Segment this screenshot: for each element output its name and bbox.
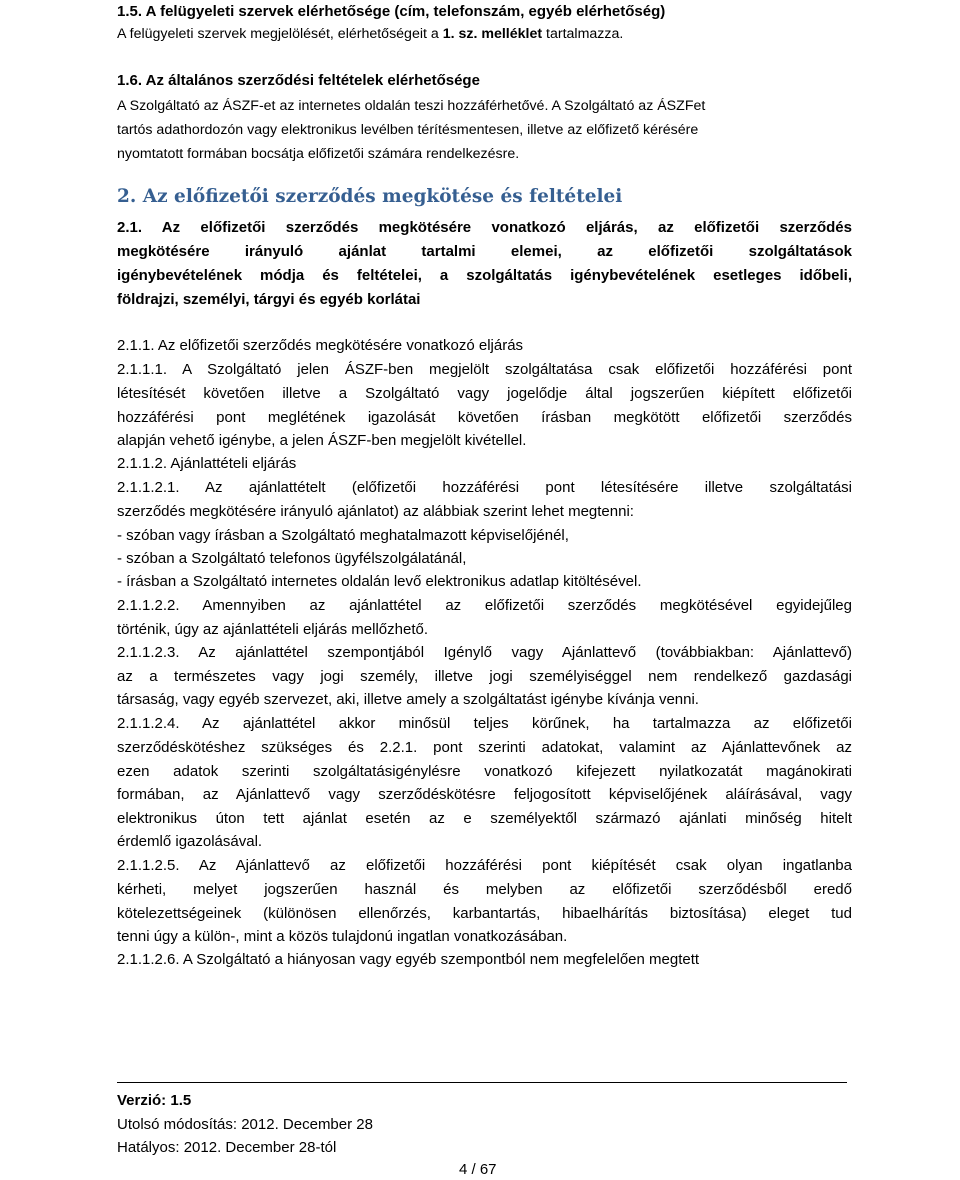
- text-run: tartalmazza.: [542, 26, 624, 42]
- body-line: 2.1.1.2.3. Az ajánlattétel szempontjából Igénylő vagy Ajánlattevő (továbbiakban: Ajánlattevő): [117, 644, 852, 661]
- body-line: 2.1.1.2.5. Az Ajánlattevő az előfizetői hozzáférési pont kiépítését csak olyan ingatlanba: [117, 857, 852, 874]
- section-1-5-heading: 1.5. A felügyeleti szervek elérhetősége (cím, telefonszám, egyéb elérhetőség): [117, 3, 666, 20]
- section-1-6-line: tartós adathordozón vagy elektronikus levélben térítésmentesen, illetve az előfizető kérésére: [117, 122, 699, 138]
- body-line: tenni úgy a külön-, mint a közös tulajdonú ingatlan vonatkozásában.: [117, 928, 568, 945]
- body-line: 2.1.1. Az előfizetői szerződés megkötésére vonatkozó eljárás: [117, 337, 524, 354]
- section-1-6-line: A Szolgáltató az ÁSZF-et az internetes oldalán teszi hozzáférhetővé. A Szolgáltató az ÁSZFet: [117, 98, 706, 114]
- body-line: ezen adatok szerinti szolgáltatásigénylésre vonatkozó kifejezett nyilatkozatát magánokirati: [117, 763, 852, 780]
- body-line: 2.1.1.2.2. Amennyiben az ajánlattétel az előfizetői szerződés megkötésével egyidejűleg: [117, 597, 852, 614]
- body-line: 2.1.1.2. Ajánlattételi eljárás: [117, 455, 297, 472]
- body-line: 2.1.1.2.4. Az ajánlattétel akkor minősül teljes körűnek, ha tartalmazza az előfizetői: [117, 715, 852, 732]
- body-line: 2.1.1.1. A Szolgáltató jelen ÁSZF-ben megjelölt szolgáltatása csak előfizetői hozzáférési pont: [117, 361, 852, 378]
- footer-last-modified: Utolsó módosítás: 2012. December 28: [117, 1116, 373, 1133]
- body-line: hozzáférési pont meglétének igazolását követően írásban megkötött előfizetői szerződés: [117, 409, 852, 426]
- body-line: 2.1.1.2.6. A Szolgáltató a hiányosan vagy egyéb szempontból nem megfelelően megtett: [117, 951, 700, 968]
- footer-version: Verzió: 1.5: [117, 1092, 192, 1109]
- section-2-1-line: megkötésére irányuló ajánlat tartalmi elemei, az előfizetői szolgáltatások: [117, 243, 852, 260]
- section-1-6-heading: 1.6. Az általános szerződési feltételek elérhetősége: [117, 72, 480, 89]
- body-line: alapján vehető igénybe, a jelen ÁSZF-ben megjelölt kivétellel.: [117, 432, 527, 449]
- body-line: létesítését követően illetve a Szolgáltató vagy jogelődje által jogszerűen kiépített előfizetői: [117, 385, 852, 402]
- body-line: társaság, vagy egyéb szervezet, aki, illetve amely a szolgáltatást igénybe kívánja venni.: [117, 691, 699, 708]
- footer-divider: [117, 1082, 847, 1083]
- body-line: elektronikus úton tett ajánlat esetén az e személyektől származó ajánlati minőség hitelt: [117, 810, 852, 827]
- body-line: az a természetes vagy jogi személy, illetve jogi személyiséggel nem rendelkező gazdasági: [117, 668, 852, 685]
- section-2-1-line: 2.1. Az előfizetői szerződés megkötésére vonatkozó eljárás, az előfizetői szerződés: [117, 219, 852, 236]
- section-2-1-line: igénybevételének módja és feltételei, a szolgáltatás igénybevételének esetleges időbeli,: [117, 267, 852, 284]
- body-line: - írásban a Szolgáltató internetes oldalán levő elektronikus adatlap kitöltésével.: [117, 573, 642, 590]
- body-line: szerződéskötéshez szükséges és 2.2.1. pont szerinti adatokat, valamint az Ajánlattevőnek az: [117, 739, 852, 756]
- body-line: - szóban vagy írásban a Szolgáltató meghatalmazott képviselőjénél,: [117, 527, 569, 544]
- body-line: kötelezettségeinek (különösen ellenőrzés, karbantartás, hibaelhárítás biztosítása) eleget tud: [117, 905, 852, 922]
- body-line: történik, úgy az ajánlattételi eljárás mellőzhető.: [117, 621, 429, 638]
- section-2-1-line: földrajzi, személyi, tárgyi és egyéb korlátai: [117, 291, 421, 308]
- body-line: 2.1.1.2.1. Az ajánlattételt (előfizetői hozzáférési pont létesítésére illetve szolgáltatási: [117, 479, 852, 496]
- footer-effective-date: Hatályos: 2012. December 28-tól: [117, 1139, 337, 1156]
- body-line: érdemlő igazolásával.: [117, 833, 263, 850]
- body-line: formában, az Ajánlattevő vagy szerződéskötésre feljogosított képviselőjének aláírásával, vagy: [117, 786, 852, 803]
- text-run: A felügyeleti szervek megjelölését, elérhetőségeit a: [117, 26, 443, 42]
- page-number: 4 / 67: [459, 1161, 497, 1178]
- body-line: szerződés megkötésére irányuló ajánlatot) az alábbiak szerint lehet megtenni:: [117, 503, 634, 520]
- chapter-2-heading: 2. Az előfizetői szerződés megkötése és feltételei: [117, 186, 623, 207]
- text-run-bold: 1. sz. melléklet: [442, 26, 543, 42]
- body-line: - szóban a Szolgáltató telefonos ügyfélszolgálatánál,: [117, 550, 467, 567]
- section-1-6-line: nyomtatott formában bocsátja előfizetői számára rendelkezésre.: [117, 146, 520, 162]
- section-1-5-text: [117, 24, 623, 44]
- body-line: kérheti, melyet jogszerűen használ és melyben az előfizetői szerződésből eredő: [117, 881, 852, 898]
